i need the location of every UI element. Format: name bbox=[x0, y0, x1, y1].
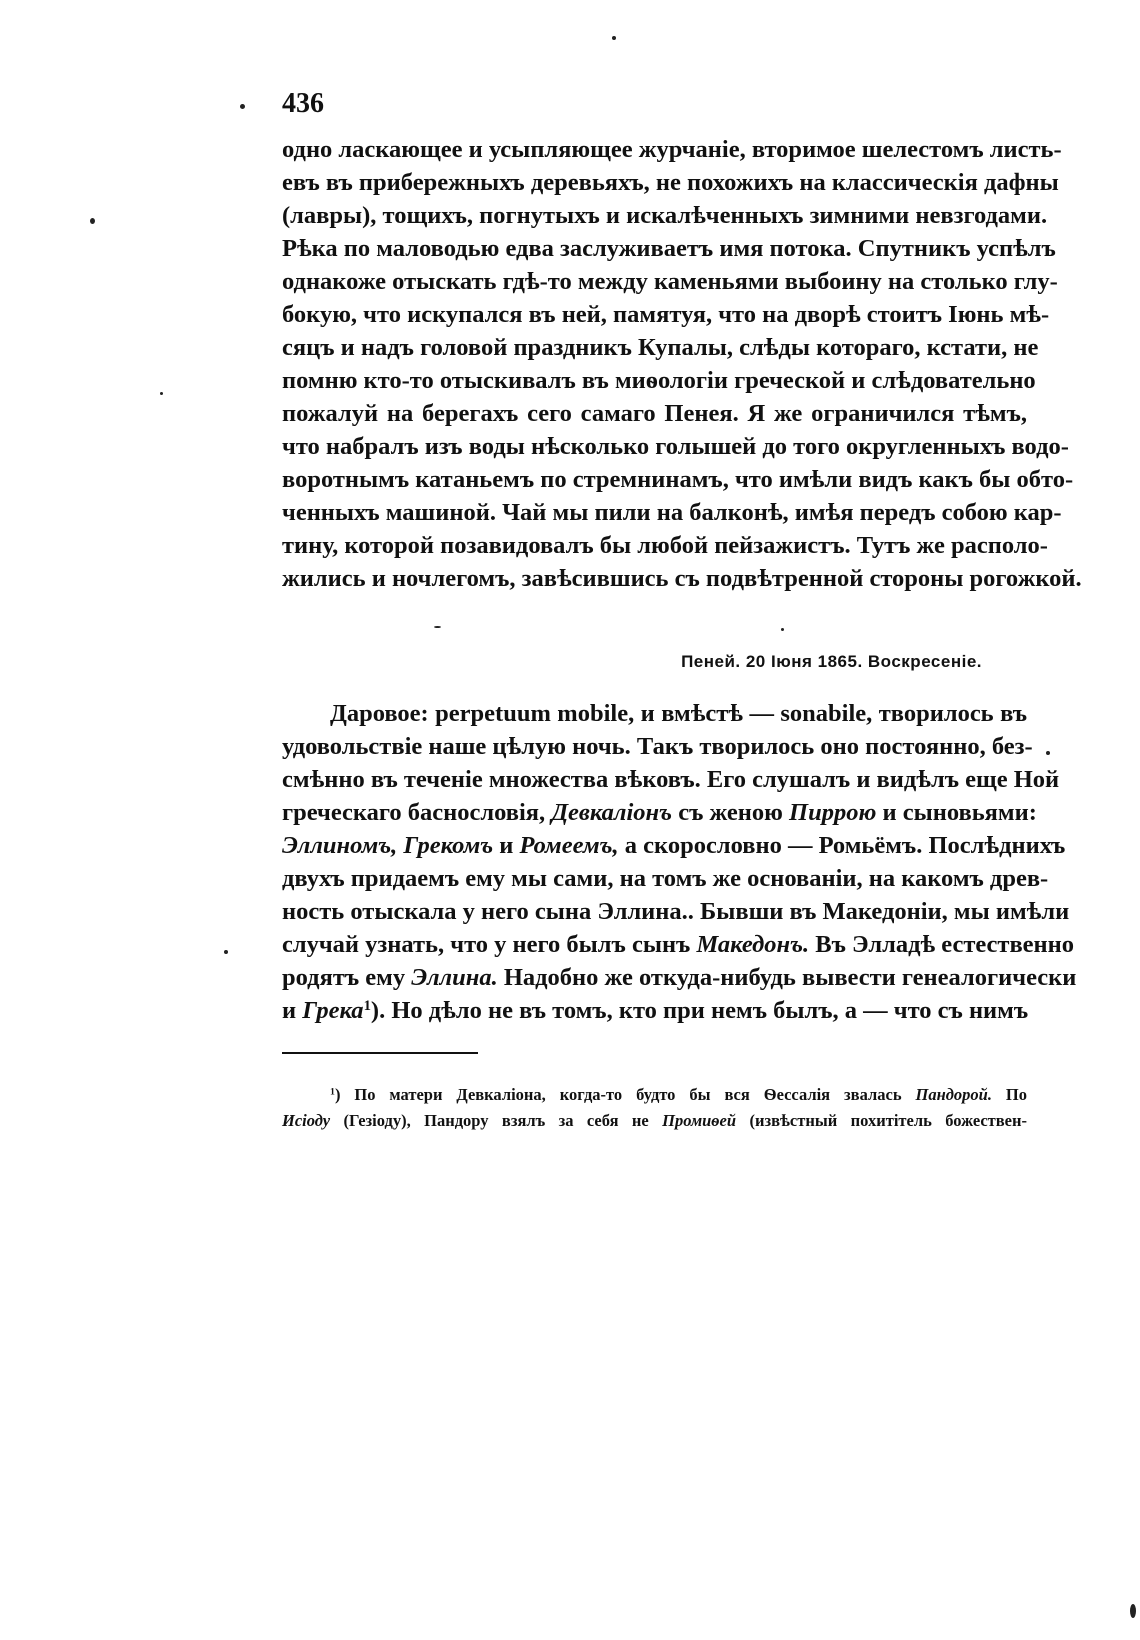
text-span: ). Но дѣло не въ томъ, кто при немъ былъ, а — что съ нимъ bbox=[370, 997, 1029, 1024]
text-line: (лавры), тощихъ, погнутыхъ и искалѣченныхъ зимними невзгодами. bbox=[282, 202, 1048, 229]
italic-name: Пандорой. bbox=[915, 1085, 992, 1104]
dateline: Пеней. 20 Іюня 1865. Воскресеніе. bbox=[681, 652, 982, 671]
text-line: евъ въ прибережныхъ деревьяхъ, не похожихъ на классическія дафны bbox=[282, 169, 1059, 196]
scan-speck bbox=[90, 218, 95, 224]
text-line: ность отыскала у него сына Эллина.. Бывши въ Македоніи, мы имѣли bbox=[282, 898, 1070, 925]
text-line: тину, которой позавидовалъ бы любой пейзажистъ. Тутъ же располо- bbox=[282, 532, 1048, 559]
text-line bbox=[282, 961, 1077, 995]
text-span: и bbox=[282, 997, 297, 1024]
text-line: двухъ придаемъ ему мы сами, на томъ же основаніи, на какомъ древ- bbox=[282, 865, 1049, 892]
text-line: одно ласкающее и усыпляющее журчаніе, вторимое шелестомъ листь- bbox=[282, 136, 1062, 163]
text-line bbox=[282, 829, 1066, 863]
italic-name: Македонъ. bbox=[696, 931, 810, 958]
text-span: а скорословно — Ромьёмъ. Послѣднихъ bbox=[624, 832, 1066, 859]
scan-speck bbox=[1046, 751, 1050, 755]
text-span: съ женою bbox=[678, 799, 783, 826]
text-span: греческаго баснословія, bbox=[282, 799, 546, 826]
text-line: Рѣка по маловодью едва заслуживаетъ имя потока. Спутникъ успѣлъ bbox=[282, 235, 1056, 262]
text-line: смѣнно въ теченіе множества вѣковъ. Его слушалъ и видѣлъ еще Ной bbox=[282, 766, 1060, 793]
text-line: бокую, что искупался въ ней, памятуя, что на дворѣ стоитъ Іюнь мѣ- bbox=[282, 301, 1050, 328]
italic-name: Эллина. bbox=[411, 964, 498, 991]
text-line: Даровое: perpetuum mobile, и вмѣстѣ — sonabile, творилось въ bbox=[330, 700, 1027, 727]
text-span: Надобно же откуда-нибудь вывести генеалогически bbox=[503, 964, 1077, 991]
italic-name: Промиѳей bbox=[662, 1111, 737, 1130]
scan-speck bbox=[160, 392, 163, 395]
italic-name: Пиррою bbox=[789, 799, 877, 826]
footnote-line bbox=[282, 1108, 1027, 1134]
italic-name: Ромеемъ, bbox=[519, 832, 619, 859]
scan-speck bbox=[781, 628, 784, 631]
text-line: помню кто-то отыскивалъ въ миѳологіи греческой и слѣдовательно bbox=[282, 367, 1036, 394]
scan-speck bbox=[1130, 1604, 1136, 1618]
text-line bbox=[282, 796, 1037, 830]
text-line: сяцъ и надъ головой праздникъ Купалы, слѣды котораго, кстати, не bbox=[282, 334, 1039, 361]
text-span: (извѣстный похитітель божествен- bbox=[749, 1111, 1028, 1130]
text-span: По bbox=[1005, 1085, 1027, 1104]
scan-speck bbox=[612, 36, 616, 40]
text-span: и сыновьями: bbox=[882, 799, 1037, 826]
scan-speck bbox=[224, 950, 228, 954]
footnote-marker: 1 bbox=[330, 1086, 335, 1098]
text-span: случай узнать, что у него былъ сынъ bbox=[282, 931, 691, 958]
text-span: Въ Элладѣ естественно bbox=[815, 931, 1075, 958]
text-line bbox=[282, 994, 1027, 1028]
text-line bbox=[282, 928, 1075, 962]
text-line: однакоже отыскать гдѣ-то между каменьями выбоину на столько глу- bbox=[282, 268, 1058, 295]
italic-name: Исіоду bbox=[282, 1111, 331, 1130]
italic-name: Грека bbox=[302, 997, 364, 1024]
text-line: жились и ночлегомъ, завѣсившись съ подвѣтренной стороны рогожкой. bbox=[282, 565, 1082, 592]
footnote-divider bbox=[282, 1052, 478, 1054]
text-span: (Гезіоду), Пандору взялъ за себя не bbox=[343, 1111, 649, 1130]
text-line: пожалуй на берегахъ сего самаго Пенея. Я же ограничился тѣмъ, bbox=[282, 400, 1027, 427]
footnote-ref[interactable]: 1 bbox=[363, 997, 371, 1014]
italic-name: Девкаліонъ bbox=[551, 799, 673, 826]
page-number: 436 bbox=[282, 88, 324, 119]
text-span: и bbox=[499, 832, 514, 859]
text-line: ченныхъ машиной. Чай мы пили на балконѣ, имѣя передъ собою кар- bbox=[282, 499, 1062, 526]
text-line: что набралъ изъ воды нѣсколько голышей до того округленныхъ водо- bbox=[282, 433, 1069, 460]
italic-name: Эллиномъ, Грекомъ bbox=[282, 832, 494, 859]
scan-speck bbox=[240, 104, 245, 109]
text-line: воротнымъ катаньемъ по стремнинамъ, что имѣли видъ какъ бы обто- bbox=[282, 466, 1074, 493]
scan-speck bbox=[434, 626, 441, 628]
text-line: удовольствіе наше цѣлую ночь. Такъ творилось оно постоянно, без- bbox=[282, 733, 1033, 760]
text-span: ) По матери Девкаліона, когда-то будто бы вся Ѳессалія звалась bbox=[334, 1085, 902, 1104]
footnote-line bbox=[330, 1082, 1027, 1108]
text-span: родятъ ему bbox=[282, 964, 406, 991]
